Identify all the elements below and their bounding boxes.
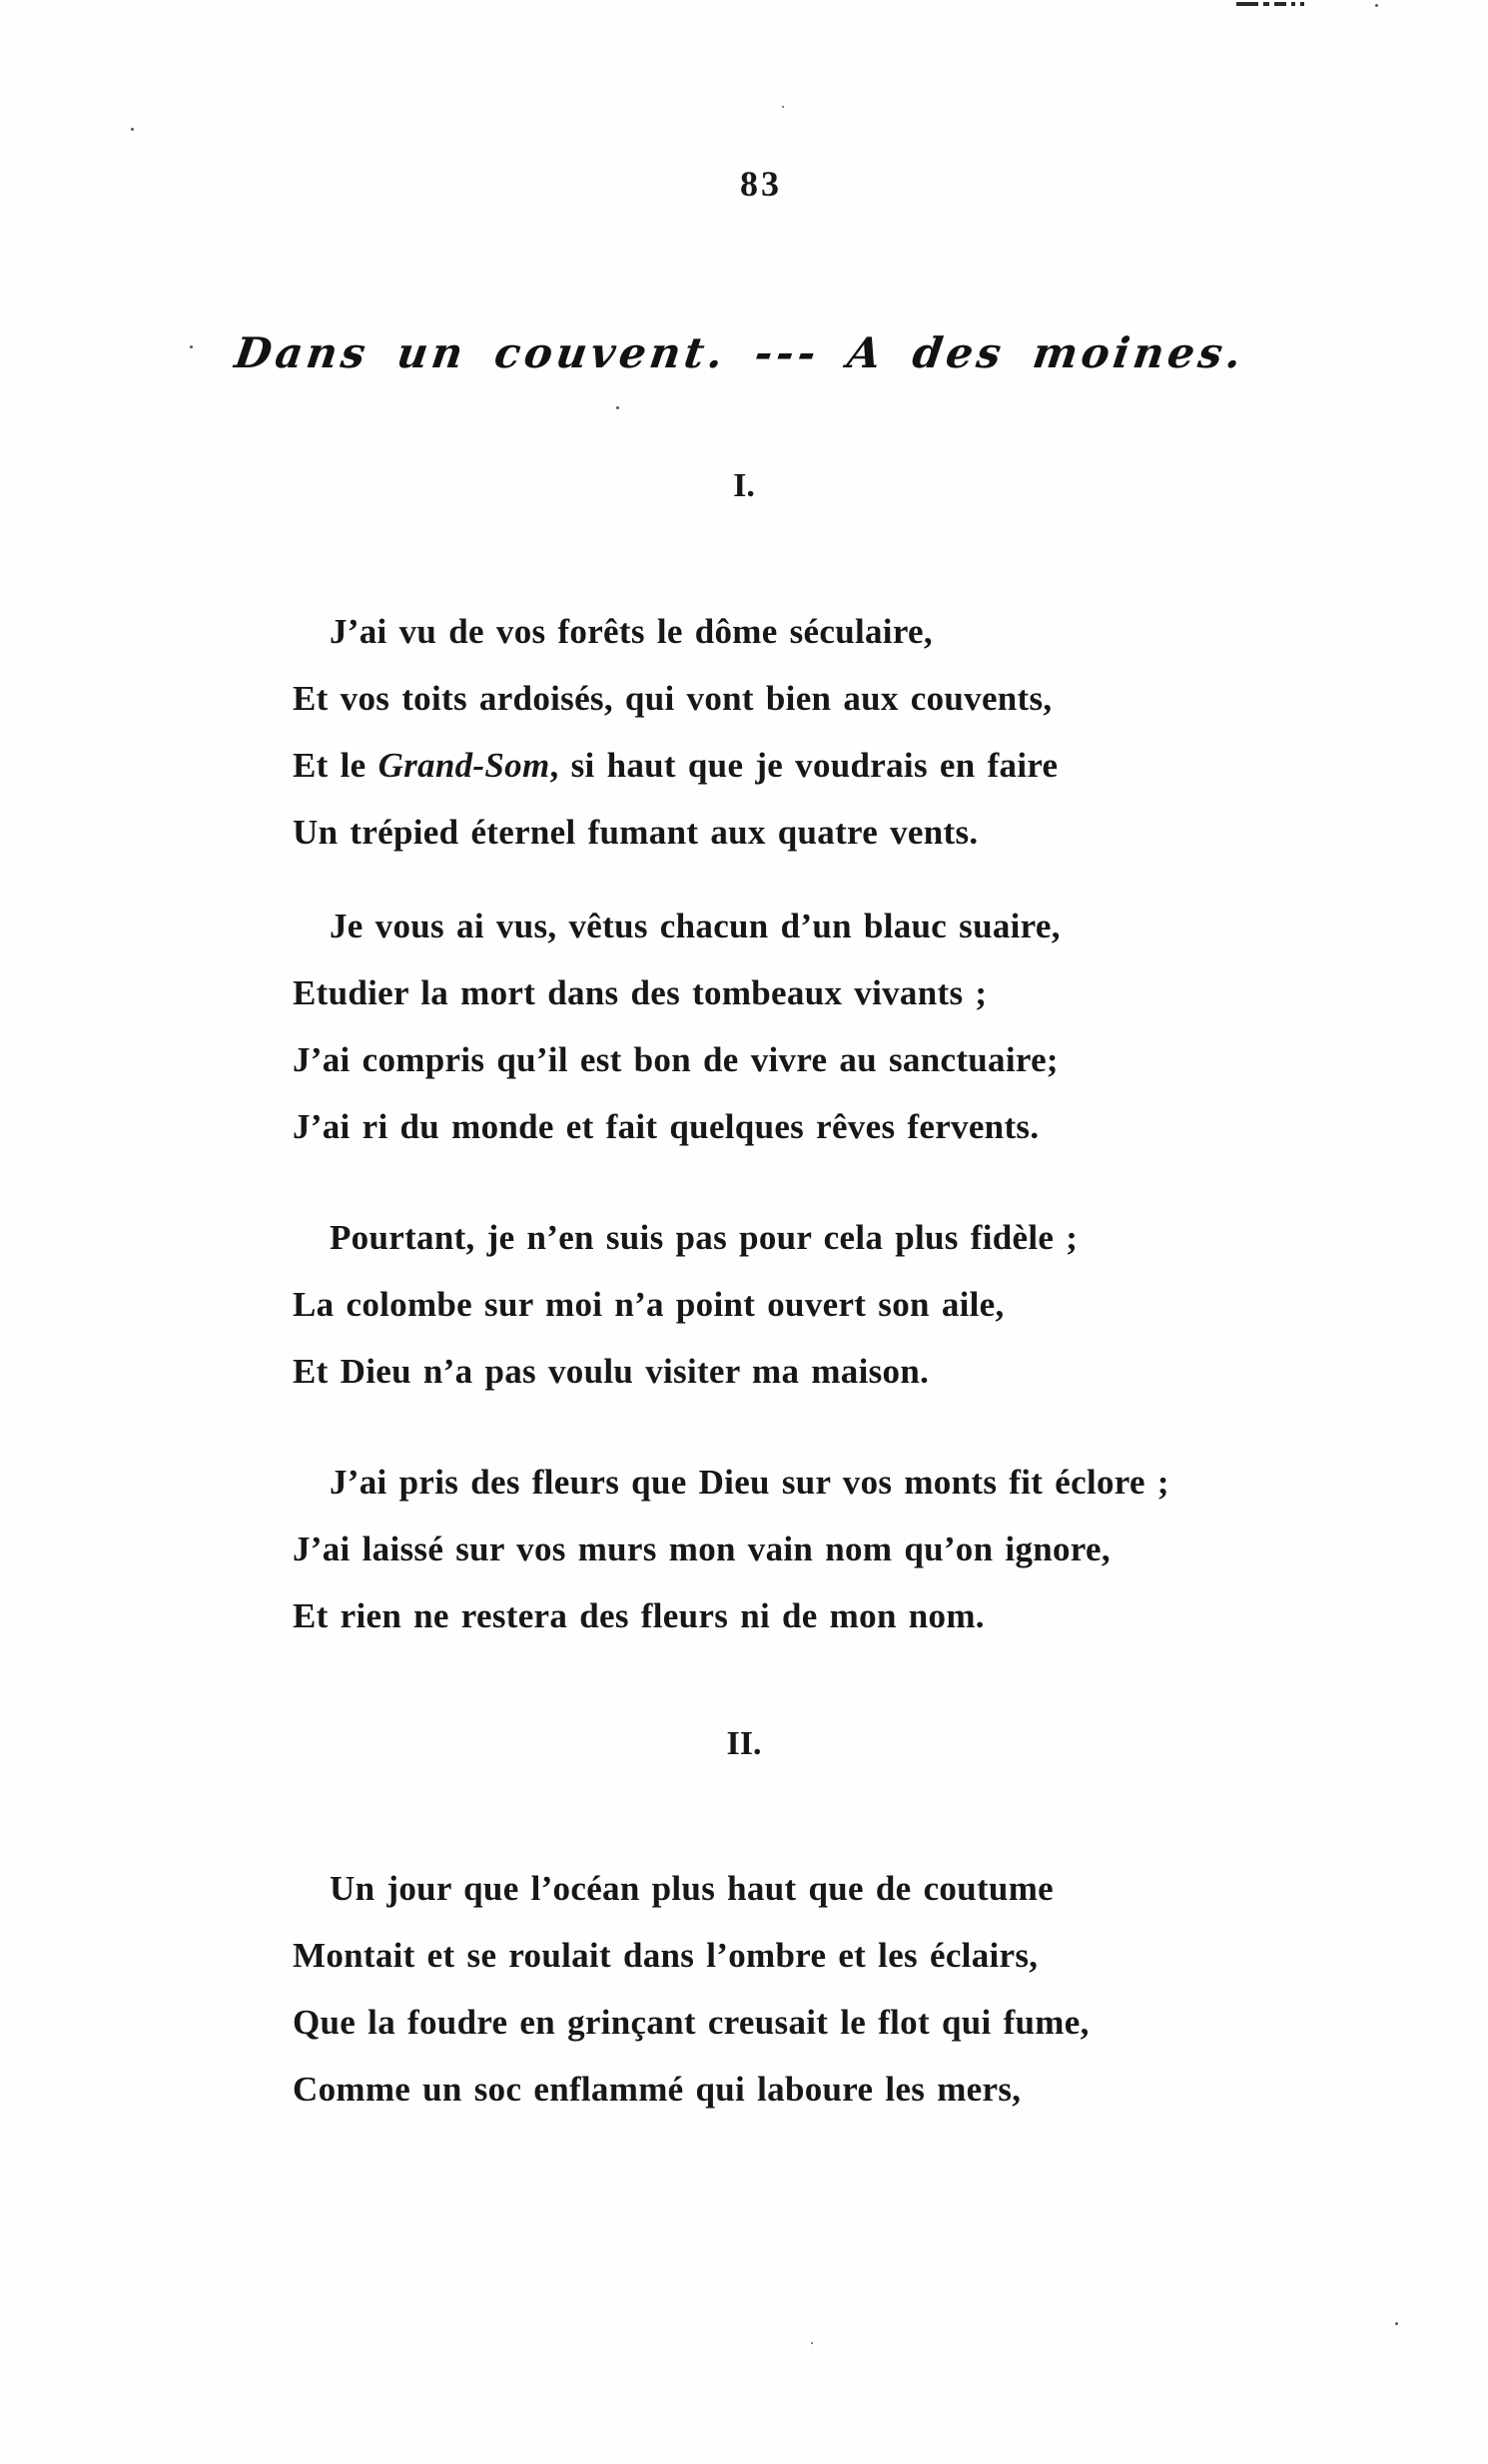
scan-speck [782, 106, 784, 108]
poem-line: Un trépied éternel fumant aux quatre vents. [293, 813, 979, 852]
stanza [293, 1449, 1231, 1649]
section-heading-two: II. [726, 1725, 762, 1762]
poem-line-text: , si haut que je voudrais en faire [549, 746, 1059, 785]
stanza [293, 1855, 1231, 2123]
handwritten-title: Dans un couvent. --- A des moines. [232, 328, 1248, 377]
section-heading-one: I. [733, 467, 755, 504]
poem-line: J’ai pris des fleurs que Dieu sur vos monts fit éclore ; [330, 1463, 1169, 1502]
poem-line: Que la foudre en grinçant creusait le flot qui fume, [293, 2003, 1090, 2042]
poem-line: J’ai vu de vos forêts le dôme séculaire, [330, 612, 933, 651]
scan-speck [616, 406, 619, 409]
stanza [293, 893, 1231, 1160]
poem-line: J’ai ri du monde et fait quelques rêves fervents. [293, 1107, 1040, 1146]
scan-dash [1263, 2, 1269, 6]
scan-speck [131, 128, 134, 131]
poem-line: J’ai laissé sur vos murs mon vain nom qu’on ignore, [293, 1530, 1111, 1568]
scan-dash [1291, 2, 1295, 6]
scan-speck [1395, 2322, 1398, 2325]
poem-line: J’ai compris qu’il est bon de vivre au sanctuaire; [293, 1040, 1059, 1079]
scan-artifact-dashes [1236, 2, 1304, 6]
poem-line [293, 732, 1231, 799]
poem-line: Je vous ai vus, vêtus chacun d’un blauc suaire, [330, 907, 1061, 945]
poem-line: Et Dieu n’a pas voulu visiter ma maison. [293, 1352, 930, 1391]
stanza [293, 598, 1231, 866]
poem-line-text: Et le [293, 746, 378, 785]
poem-line: Un jour que l’océan plus haut que de coutume [330, 1869, 1054, 1908]
poem-line: Pourtant, je n’en suis pas pour cela plus fidèle ; [330, 1218, 1079, 1257]
scan-speck [811, 2342, 813, 2344]
scan-dash [1300, 2, 1304, 6]
poem-line: Et rien ne restera des fleurs ni de mon nom. [293, 1596, 985, 1635]
poem-line-italic-text: Grand-Som [377, 746, 550, 785]
scan-dash [1274, 2, 1286, 6]
page-number: 83 [740, 164, 782, 204]
poem-line: Comme un soc enflammé qui laboure les mers, [293, 2070, 1022, 2109]
scan-dash [1236, 2, 1258, 6]
stanza [293, 1204, 1231, 1405]
poem-line: Montait et se roulait dans l’ombre et les éclairs, [293, 1936, 1039, 1975]
scan-speck [1375, 4, 1378, 7]
poem-line: La colombe sur moi n’a point ouvert son aile, [293, 1285, 1005, 1324]
poem-line: Et vos toits ardoisés, qui vont bien aux couvents, [293, 679, 1053, 718]
poem-line: Etudier la mort dans des tombeaux vivants ; [293, 973, 988, 1012]
